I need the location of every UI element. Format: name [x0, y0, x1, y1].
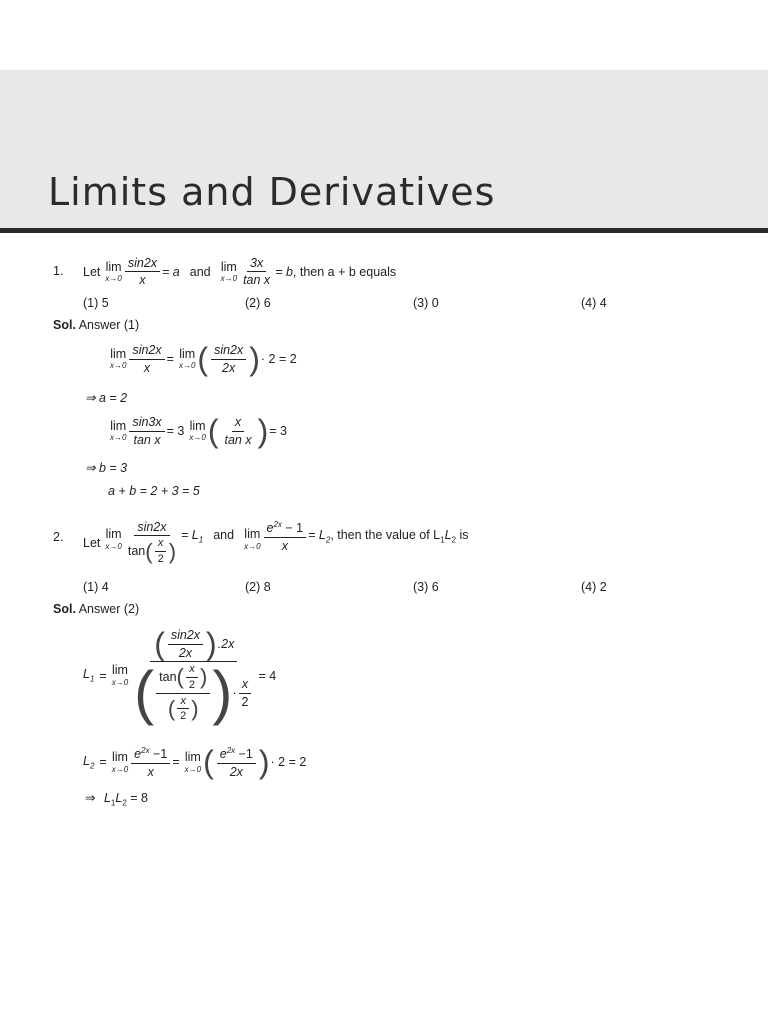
- q2-option-1: (1) 4: [83, 580, 109, 594]
- q2-solution-header: Sol. Answer (2): [53, 602, 140, 616]
- q1-fraction-b: $\frac{3x}{\text{tan x}}$: [243, 256, 271, 288]
- q1-eq-b: = b: [275, 264, 293, 279]
- q2-fraction-l1: sin2x tan ( $\frac{x}{2}$ ): [127, 520, 177, 566]
- q1-let: Let: [83, 264, 101, 279]
- q2-l2-derivation: $L_2$ = lim x→0 $\frac{e^{2x} -1}{x}$ = lim x→0 ( $\frac{e^{2x} -1}{2x}$ ) · 2 = 2: [83, 744, 307, 781]
- q1-sum-line: a + b = 2 + 3 = 5: [108, 484, 200, 498]
- q1-sol-label: Sol.: [53, 318, 76, 332]
- q2-fraction-l2: $\frac{e^{2x} - 1}{x}$: [264, 520, 307, 553]
- q2-l1-big-fraction: ( $\frac{\sin 2x}{2x}$ ) .2x ( tan ( $\frac{x}{2}$ ) ( $\frac{x}{2}$ ) ) · $\frac{x}{2}$: [131, 628, 256, 723]
- q1-answer: Answer (1): [78, 318, 140, 332]
- q1-lim-1: lim x→0: [105, 259, 122, 284]
- q1-implies-b: ⇒ b = 3: [85, 461, 128, 475]
- q2-option-3: (3) 6: [413, 580, 439, 594]
- q2-option-2: (2) 8: [245, 580, 271, 594]
- q1-option-1: (1) 5: [83, 296, 109, 310]
- q1-eq-a: = a: [162, 264, 180, 279]
- q2-option-4: (4) 2: [581, 580, 607, 594]
- chapter-title: Limits and Derivatives: [48, 170, 496, 214]
- q2-final-result: ⇒ $L_1L_2 = 8$: [85, 791, 148, 808]
- q1-solution-header: [53, 318, 139, 332]
- q1-option-2: (2) 6: [245, 296, 271, 310]
- banner-divider: [0, 228, 768, 233]
- q1-step-1: lim x→0 $\frac{\sin 2x}{x}$ = lim x→0 ( $\frac{\sin 2x}{2x}$ ) · 2 = 2: [110, 341, 297, 377]
- q1-and: and: [189, 264, 211, 279]
- q2-number: 2.: [53, 530, 64, 544]
- q1-number: 1.: [53, 264, 64, 278]
- q1-implies-a: ⇒ a = 2: [85, 391, 128, 405]
- q1-lim-2: lim x→0: [220, 259, 238, 284]
- q1-option-4: (4) 4: [581, 296, 607, 310]
- q1-option-3: (3) 0: [413, 296, 439, 310]
- q2-l1-derivation: $L_1$ = lim x→0 ( $\frac{\sin 2x}{2x}$ ) .2x ( tan ( $\frac{x}{2}$ ) ( $\frac{x}{2}$ ) ) · $\frac{x}{2}$ = 4: [83, 626, 277, 726]
- q1-fraction-a: $\frac{\sin 2x}{x}$: [125, 256, 160, 288]
- q1-statement: [83, 256, 396, 288]
- q1-tail: , then a + b equals: [292, 264, 397, 279]
- q1-step-2: lim x→0 $\frac{\sin 3x}{\text{tan x}}$ = 3 lim x→0 ( $\frac{x}{\text{tan x}}$ ) = 3: [110, 413, 287, 449]
- q2-statement: Let lim x→0 sin2x tan ( $\frac{x}{2}$ ) = $L_1$ and lim x→0 $\frac{e^{2x} - 1}{x}$ = $L_2$ , then the value of $L_1L_2$ is: [83, 520, 469, 566]
